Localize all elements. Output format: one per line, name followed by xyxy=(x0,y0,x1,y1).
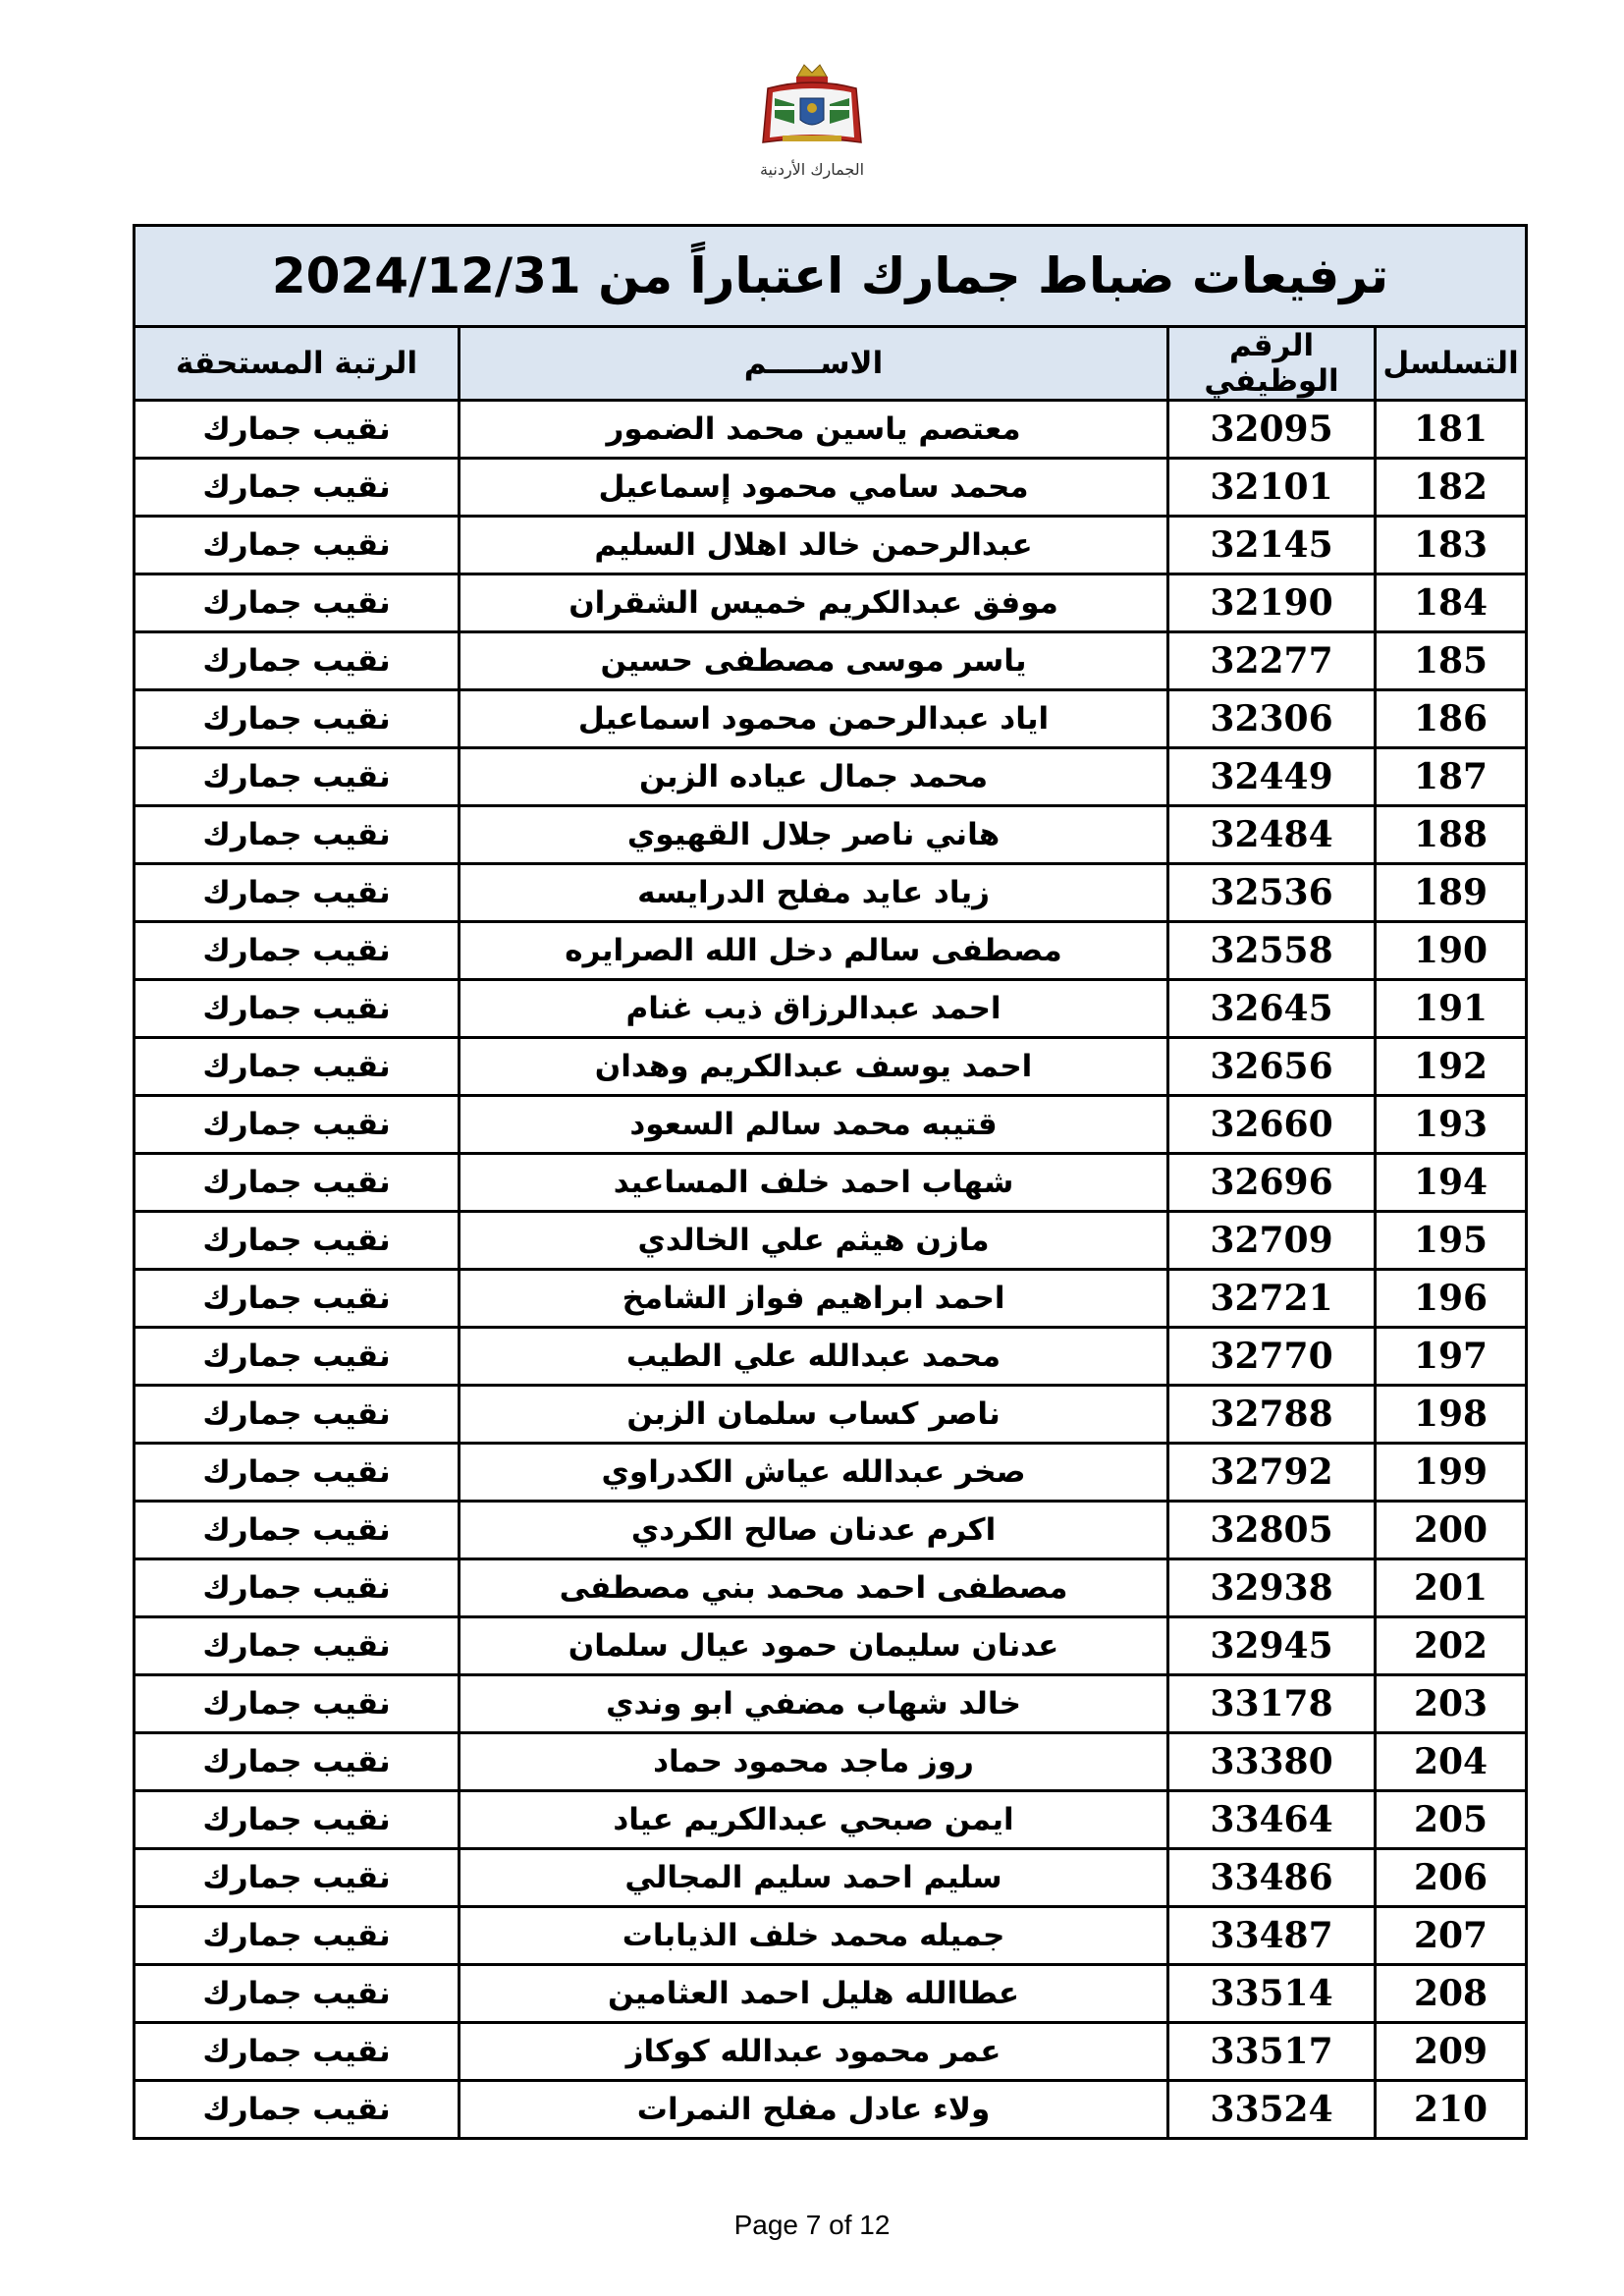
cell-employee-id: 32770 xyxy=(1168,1328,1376,1386)
cell-rank: نقيب جمارك xyxy=(135,1096,460,1154)
table-row xyxy=(135,1444,1527,1502)
cell-serial: 202 xyxy=(1376,1617,1527,1675)
table-row xyxy=(135,459,1527,517)
cell-employee-id: 32190 xyxy=(1168,574,1376,632)
cell-employee-id: 33464 xyxy=(1168,1791,1376,1849)
page-number: Page 7 of 12 xyxy=(733,2210,891,2240)
cell-name: محمد عبدالله علي الطيب xyxy=(460,1328,1168,1386)
cell-name: احمد يوسف عبدالكريم وهدان xyxy=(460,1038,1168,1096)
table-row xyxy=(135,1502,1527,1559)
cell-name: زياد عايد مفلح الدرايسه xyxy=(460,864,1168,922)
cell-name: جميله محمد خلف الذيابات xyxy=(460,1907,1168,1965)
cell-employee-id: 32277 xyxy=(1168,632,1376,690)
cell-rank: نقيب جمارك xyxy=(135,690,460,748)
cell-employee-id: 32792 xyxy=(1168,1444,1376,1502)
cell-serial: 205 xyxy=(1376,1791,1527,1849)
cell-rank: نقيب جمارك xyxy=(135,1617,460,1675)
table-row xyxy=(135,632,1527,690)
table-row xyxy=(135,1965,1527,2023)
cell-serial: 193 xyxy=(1376,1096,1527,1154)
table-row xyxy=(135,1791,1527,1849)
table-row xyxy=(135,1617,1527,1675)
cell-name: عمر محمود عبدالله كوكاز xyxy=(460,2023,1168,2081)
cell-rank: نقيب جمارك xyxy=(135,1502,460,1559)
cell-rank: نقيب جمارك xyxy=(135,864,460,922)
cell-employee-id: 32656 xyxy=(1168,1038,1376,1096)
cell-rank: نقيب جمارك xyxy=(135,1675,460,1733)
cell-rank: نقيب جمارك xyxy=(135,632,460,690)
cell-rank: نقيب جمارك xyxy=(135,1849,460,1907)
column-header-serial: التسلسل xyxy=(1376,327,1527,401)
table-row xyxy=(135,1212,1527,1270)
cell-name: احمد ابراهيم فواز الشامخ xyxy=(460,1270,1168,1328)
cell-name: اكرم عدنان صالح الكردي xyxy=(460,1502,1168,1559)
cell-rank: نقيب جمارك xyxy=(135,980,460,1038)
table-body xyxy=(135,401,1527,2139)
cell-serial: 187 xyxy=(1376,748,1527,806)
cell-serial: 206 xyxy=(1376,1849,1527,1907)
cell-employee-id: 33514 xyxy=(1168,1965,1376,2023)
column-header-name: الاســـــم xyxy=(460,327,1168,401)
cell-serial: 194 xyxy=(1376,1154,1527,1212)
column-header-employee-id: الرقم الوظيفي xyxy=(1168,327,1376,401)
cell-serial: 201 xyxy=(1376,1559,1527,1617)
cell-employee-id: 32095 xyxy=(1168,401,1376,459)
cell-serial: 210 xyxy=(1376,2081,1527,2139)
cell-name: مازن هيثم علي الخالدي xyxy=(460,1212,1168,1270)
cell-employee-id: 32101 xyxy=(1168,459,1376,517)
cell-name: معتصم ياسين محمد الضمور xyxy=(460,401,1168,459)
cell-rank: نقيب جمارك xyxy=(135,574,460,632)
cell-name: موفق عبدالكريم خميس الشقران xyxy=(460,574,1168,632)
cell-serial: 191 xyxy=(1376,980,1527,1038)
table-row xyxy=(135,1096,1527,1154)
cell-name: قتيبه محمد سالم السعود xyxy=(460,1096,1168,1154)
table-row xyxy=(135,980,1527,1038)
cell-employee-id: 32558 xyxy=(1168,922,1376,980)
cell-serial: 198 xyxy=(1376,1386,1527,1444)
table-row xyxy=(135,1270,1527,1328)
cell-name: عدنان سليمان حمود عيال سلمان xyxy=(460,1617,1168,1675)
table-row xyxy=(135,1328,1527,1386)
cell-serial: 203 xyxy=(1376,1675,1527,1733)
cell-employee-id: 32449 xyxy=(1168,748,1376,806)
cell-serial: 204 xyxy=(1376,1733,1527,1791)
cell-rank: نقيب جمارك xyxy=(135,401,460,459)
cell-rank: نقيب جمارك xyxy=(135,2023,460,2081)
cell-name: محمد سامي محمود إسماعيل xyxy=(460,459,1168,517)
cell-name: صخر عبدالله عياش الكدراوي xyxy=(460,1444,1168,1502)
cell-rank: نقيب جمارك xyxy=(135,517,460,574)
table-header-row xyxy=(135,327,1527,401)
table-row xyxy=(135,1559,1527,1617)
cell-serial: 200 xyxy=(1376,1502,1527,1559)
cell-employee-id: 33524 xyxy=(1168,2081,1376,2139)
cell-rank: نقيب جمارك xyxy=(135,748,460,806)
cell-serial: 183 xyxy=(1376,517,1527,574)
table-row xyxy=(135,690,1527,748)
cell-employee-id: 32696 xyxy=(1168,1154,1376,1212)
cell-rank: نقيب جمارك xyxy=(135,1154,460,1212)
table-row xyxy=(135,748,1527,806)
cell-employee-id: 32145 xyxy=(1168,517,1376,574)
cell-serial: 185 xyxy=(1376,632,1527,690)
table-row xyxy=(135,1675,1527,1733)
cell-name: احمد عبدالرزاق ذيب غنام xyxy=(460,980,1168,1038)
cell-name: ياسر موسى مصطفى حسين xyxy=(460,632,1168,690)
cell-rank: نقيب جمارك xyxy=(135,1328,460,1386)
cell-employee-id: 33178 xyxy=(1168,1675,1376,1733)
table-row xyxy=(135,401,1527,459)
cell-name: محمد جمال عياده الزبن xyxy=(460,748,1168,806)
cell-name: مصطفى احمد محمد بني مصطفى xyxy=(460,1559,1168,1617)
cell-employee-id: 32788 xyxy=(1168,1386,1376,1444)
cell-employee-id: 32721 xyxy=(1168,1270,1376,1328)
cell-name: هاني ناصر جلال القهيوي xyxy=(460,806,1168,864)
table-row xyxy=(135,574,1527,632)
table-row xyxy=(135,806,1527,864)
cell-rank: نقيب جمارك xyxy=(135,1907,460,1965)
cell-rank: نقيب جمارك xyxy=(135,806,460,864)
cell-serial: 209 xyxy=(1376,2023,1527,2081)
cell-rank: نقيب جمارك xyxy=(135,922,460,980)
cell-serial: 195 xyxy=(1376,1212,1527,1270)
cell-employee-id: 32709 xyxy=(1168,1212,1376,1270)
table-row xyxy=(135,1907,1527,1965)
crown-emblem-icon xyxy=(714,59,910,187)
cell-employee-id: 33487 xyxy=(1168,1907,1376,1965)
cell-employee-id: 32306 xyxy=(1168,690,1376,748)
cell-rank: نقيب جمارك xyxy=(135,1212,460,1270)
cell-employee-id: 33380 xyxy=(1168,1733,1376,1791)
table-row xyxy=(135,1849,1527,1907)
table-row xyxy=(135,1154,1527,1212)
table-row xyxy=(135,1386,1527,1444)
cell-name: عطاالله هليل احمد العثامين xyxy=(460,1965,1168,2023)
cell-serial: 190 xyxy=(1376,922,1527,980)
table-row xyxy=(135,517,1527,574)
cell-serial: 199 xyxy=(1376,1444,1527,1502)
cell-employee-id: 32805 xyxy=(1168,1502,1376,1559)
cell-rank: نقيب جمارك xyxy=(135,1559,460,1617)
table-row xyxy=(135,1733,1527,1791)
cell-employee-id: 33517 xyxy=(1168,2023,1376,2081)
cell-employee-id: 32938 xyxy=(1168,1559,1376,1617)
cell-rank: نقيب جمارك xyxy=(135,1965,460,2023)
cell-name: ايمن صبحي عبدالكريم عياد xyxy=(460,1791,1168,1849)
cell-serial: 197 xyxy=(1376,1328,1527,1386)
cell-serial: 182 xyxy=(1376,459,1527,517)
cell-serial: 184 xyxy=(1376,574,1527,632)
table-row xyxy=(135,922,1527,980)
cell-name: عبدالرحمن خالد اهلال السليم xyxy=(460,517,1168,574)
cell-name: ولاء عادل مفلح النمرات xyxy=(460,2081,1168,2139)
customs-emblem-logo xyxy=(714,59,910,187)
emblem-caption: الجمارك الأردنية xyxy=(759,160,865,179)
cell-rank: نقيب جمارك xyxy=(135,1038,460,1096)
cell-rank: نقيب جمارك xyxy=(135,1733,460,1791)
table-title: ترفيعات ضباط جمارك اعتباراً من 2024/12/31 xyxy=(135,226,1527,327)
cell-serial: 208 xyxy=(1376,1965,1527,2023)
cell-serial: 196 xyxy=(1376,1270,1527,1328)
table-row xyxy=(135,864,1527,922)
cell-rank: نقيب جمارك xyxy=(135,1386,460,1444)
cell-name: شهاب احمد خلف المساعيد xyxy=(460,1154,1168,1212)
cell-name: مصطفى سالم دخل الله الصرايره xyxy=(460,922,1168,980)
table-row xyxy=(135,2023,1527,2081)
cell-serial: 189 xyxy=(1376,864,1527,922)
cell-employee-id: 32945 xyxy=(1168,1617,1376,1675)
table-row xyxy=(135,2081,1527,2139)
cell-employee-id: 33486 xyxy=(1168,1849,1376,1907)
table-row xyxy=(135,1038,1527,1096)
table-title-row xyxy=(135,226,1527,327)
promotions-table-container xyxy=(133,224,1525,2140)
cell-rank: نقيب جمارك xyxy=(135,1270,460,1328)
column-header-rank: الرتبة المستحقة xyxy=(135,327,460,401)
cell-employee-id: 32645 xyxy=(1168,980,1376,1038)
cell-name: اياد عبدالرحمن محمود اسماعيل xyxy=(460,690,1168,748)
cell-serial: 181 xyxy=(1376,401,1527,459)
cell-name: روز ماجد محمود حماد xyxy=(460,1733,1168,1791)
cell-name: خالد شهاب مضفي ابو وندي xyxy=(460,1675,1168,1733)
cell-serial: 186 xyxy=(1376,690,1527,748)
cell-name: سليم احمد سليم المجالي xyxy=(460,1849,1168,1907)
cell-rank: نقيب جمارك xyxy=(135,459,460,517)
cell-serial: 207 xyxy=(1376,1907,1527,1965)
cell-rank: نقيب جمارك xyxy=(135,1791,460,1849)
cell-employee-id: 32536 xyxy=(1168,864,1376,922)
cell-name: ناصر كساب سلمان الزبن xyxy=(460,1386,1168,1444)
promotions-table xyxy=(133,224,1528,2140)
cell-rank: نقيب جمارك xyxy=(135,1444,460,1502)
cell-serial: 192 xyxy=(1376,1038,1527,1096)
cell-rank: نقيب جمارك xyxy=(135,2081,460,2139)
cell-serial: 188 xyxy=(1376,806,1527,864)
cell-employee-id: 32660 xyxy=(1168,1096,1376,1154)
cell-employee-id: 32484 xyxy=(1168,806,1376,864)
